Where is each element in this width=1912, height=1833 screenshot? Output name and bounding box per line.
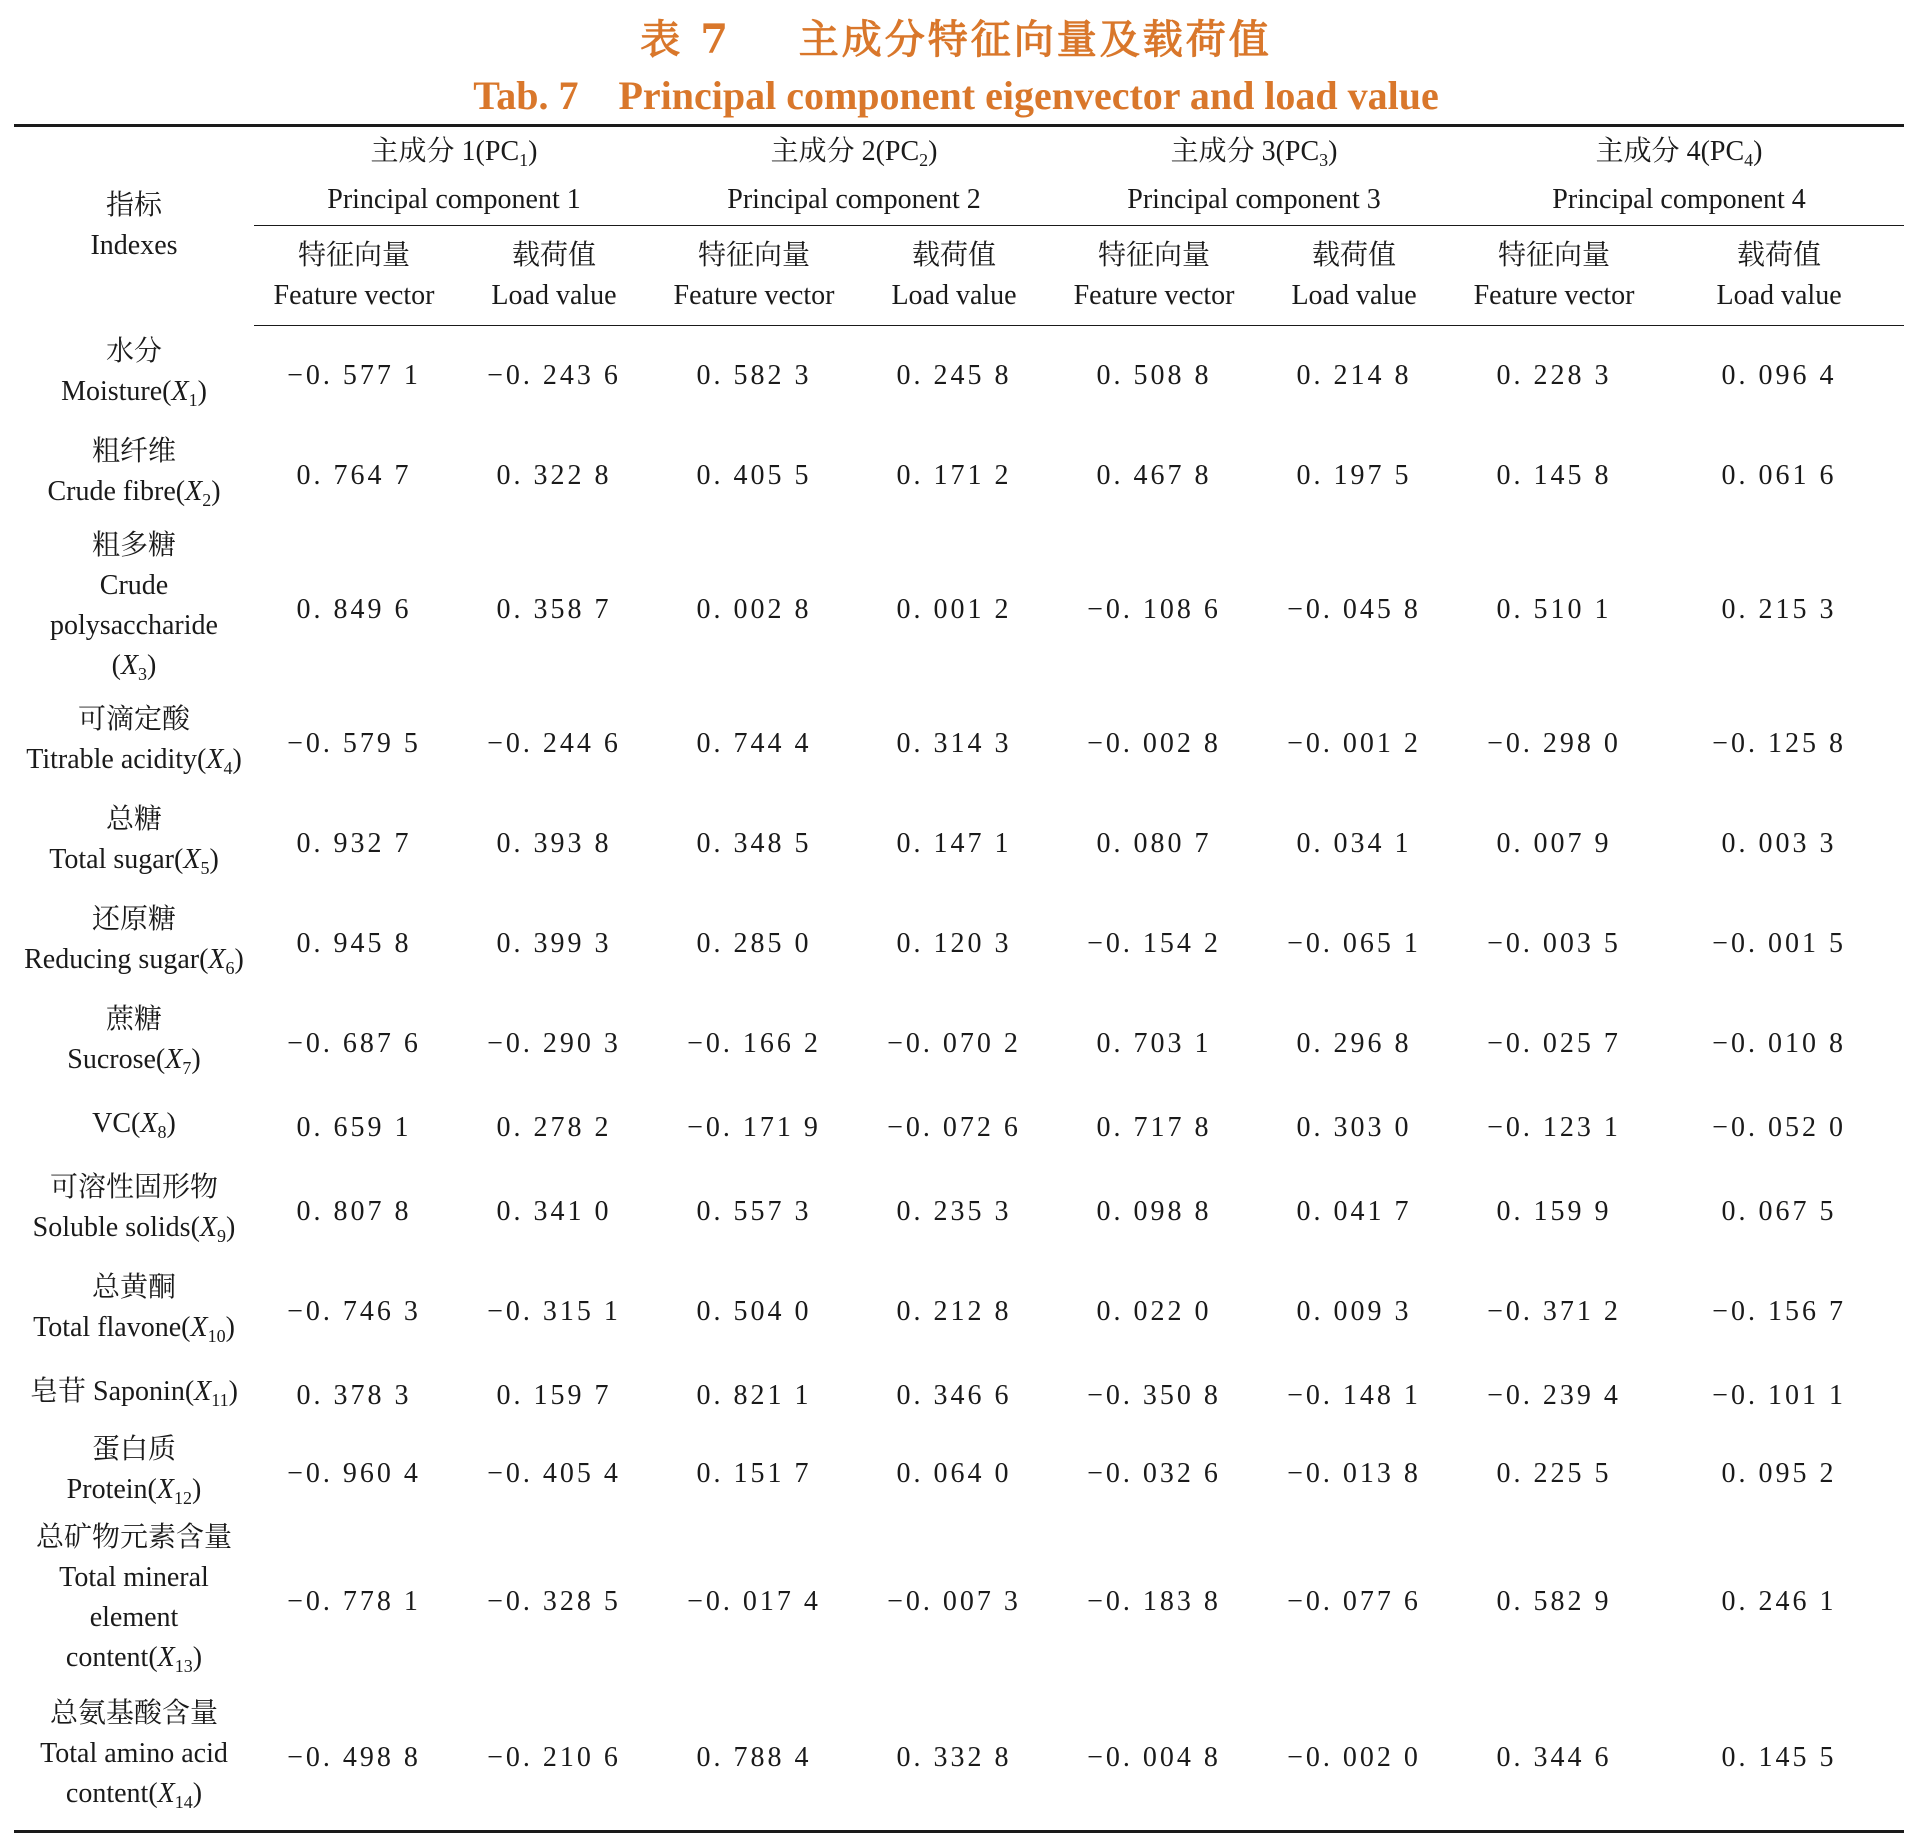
feature-vector-cell: 0. 659 1 [296, 1111, 412, 1143]
feature-vector-cell: 0. 151 7 [696, 1457, 812, 1489]
index-label-en: 皂苷 $Saponin(X_{11})$ [30, 1375, 238, 1410]
index-label-en: Crude $fibre(X_2)$ [47, 475, 221, 510]
feature-vector-cell: 0. 145 8 [1496, 459, 1612, 491]
feature-vector-cell: 0. 764 7 [296, 459, 412, 491]
feature-vector-cell: 0. 821 1 [696, 1379, 812, 1411]
index-label-cn: 还原糖 [91, 903, 176, 935]
feature-vector-cell: −0. 298 0 [1487, 727, 1621, 759]
table-row [14, 794, 1904, 894]
feature-vector-cell: 0. 002 8 [696, 593, 812, 625]
load-value-cell: −0. 077 6 [1287, 1585, 1421, 1617]
load-value-cell: 0. 096 4 [1721, 359, 1837, 391]
component-header-cn: 主成分 $3(PC_3)$ [1170, 136, 1338, 170]
table-row [14, 894, 1904, 994]
load-value-cell: 0. 296 8 [1296, 1027, 1412, 1059]
index-label-cn: 总矿物元素含量 [35, 1521, 232, 1553]
indexes-header-cn: 指标 [105, 190, 162, 222]
load-value-cell: 0. 145 5 [1721, 1741, 1837, 1773]
index-label [14, 1162, 254, 1262]
indexes-header [14, 126, 254, 326]
feature-vector-cell: −0. 154 2 [1087, 927, 1221, 959]
index-label-en: $content(X_{13})$ [65, 1641, 203, 1676]
feature-vector-header: 特征向量 Feature vector [1454, 226, 1654, 326]
index-label [14, 1362, 254, 1430]
feature-vector-cell: −0. 003 5 [1487, 927, 1621, 959]
index-label-en: Crude polysaccharide [50, 569, 218, 641]
index-label-cn: 总氨基酸含量 [49, 1697, 218, 1729]
load-value-cell: 0. 246 1 [1721, 1585, 1837, 1617]
feature-vector-cell: 0. 225 5 [1496, 1457, 1612, 1489]
feature-vector-header: 特征向量 Feature vector [654, 226, 854, 326]
indexes-header-en: Indexes [90, 230, 178, 262]
feature-vector-cell: −0. 579 5 [287, 727, 421, 759]
table-row [14, 694, 1904, 794]
feature-vector-cell: 0. 945 8 [296, 927, 412, 959]
index-label [14, 1518, 254, 1686]
load-value-cell: 0. 346 6 [896, 1379, 1012, 1411]
index-label [14, 1094, 254, 1162]
feature-vector-cell: 0. 582 3 [696, 359, 812, 391]
index-label-en: Total $flavone(X_{10})$ [33, 1311, 235, 1346]
load-value-cell: 0. 171 2 [896, 459, 1012, 491]
index-label [14, 694, 254, 794]
index-label-en: Reducing $sugar(X_6)$ [24, 943, 244, 978]
component-header-cn: 主成分 $2(PC_2)$ [770, 136, 938, 170]
pca-table [14, 124, 1904, 1833]
index-label [14, 1262, 254, 1362]
load-value-cell: −0. 045 8 [1287, 593, 1421, 625]
feature-vector-cell: −0. 166 2 [687, 1027, 821, 1059]
load-value-cell: −0. 101 1 [1712, 1379, 1846, 1411]
feature-vector-cell: 0. 849 6 [296, 593, 412, 625]
load-value-cell: 0. 197 5 [1296, 459, 1412, 491]
feature-vector-cell: −0. 498 8 [287, 1741, 421, 1773]
table-row [14, 426, 1904, 526]
index-label-en: Titrable $acidity(X_4)$ [26, 743, 242, 778]
load-value-cell: 0. 001 2 [896, 593, 1012, 625]
load-value-cell: −0. 315 1 [487, 1295, 621, 1327]
feature-vector-cell: −0. 017 4 [687, 1585, 821, 1617]
index-label-en: Total $sugar(X_5)$ [49, 843, 219, 878]
feature-vector-cell: 0. 159 9 [1496, 1195, 1612, 1227]
load-value-cell: −0. 010 8 [1712, 1027, 1846, 1059]
feature-vector-cell: 0. 022 0 [1096, 1295, 1212, 1327]
feature-vector-cell: 0. 467 8 [1096, 459, 1212, 491]
component-header-cn: 主成分 $4(PC_4)$ [1595, 136, 1763, 170]
table-row [14, 1094, 1904, 1162]
index-label-cn: 蔗糖 [105, 1003, 162, 1035]
feature-vector-cell: −0. 960 4 [287, 1457, 421, 1489]
index-label [14, 426, 254, 526]
feature-vector-cell: −0. 350 8 [1087, 1379, 1221, 1411]
load-value-cell: 0. 212 8 [896, 1295, 1012, 1327]
feature-vector-cell: −0. 746 3 [287, 1295, 421, 1327]
index-label-en: $Sucrose(X_7)$ [67, 1043, 201, 1078]
load-value-cell: 0. 214 8 [1296, 359, 1412, 391]
component-header [1454, 126, 1904, 226]
index-label-en: $Moisture(X_1)$ [61, 375, 207, 410]
load-value-cell: 0. 003 3 [1721, 827, 1837, 859]
feature-vector-cell: −0. 123 1 [1487, 1111, 1621, 1143]
component-header-en: Principal component 4 [1552, 184, 1806, 215]
load-value-header: 载荷值 Load value [1654, 226, 1904, 326]
index-label-cn: 总糖 [105, 803, 162, 835]
feature-vector-cell: 0. 344 6 [1496, 1741, 1612, 1773]
feature-vector-cell: 0. 508 8 [1096, 359, 1212, 391]
load-value-cell: 0. 235 3 [896, 1195, 1012, 1227]
load-value-cell: −0. 001 2 [1287, 727, 1421, 759]
feature-vector-cell: −0. 025 7 [1487, 1027, 1621, 1059]
index-label [14, 794, 254, 894]
index-label-cn: 粗多糖 [91, 529, 176, 561]
feature-vector-cell: 0. 405 5 [696, 459, 812, 491]
feature-vector-cell: 0. 557 3 [696, 1195, 812, 1227]
feature-vector-cell: −0. 687 6 [287, 1027, 421, 1059]
load-value-cell: 0. 061 6 [1721, 459, 1837, 491]
load-value-cell: −0. 148 1 [1287, 1379, 1421, 1411]
table-title-chinese: 表 7 主成分特征向量及载荷值 [640, 16, 1272, 63]
index-label-cn: 粗纤维 [91, 435, 176, 467]
feature-vector-cell: 0. 510 1 [1496, 593, 1612, 625]
component-header-cn: 主成分 $1(PC_1)$ [370, 136, 538, 170]
feature-vector-header: 特征向量 Feature vector [254, 226, 454, 326]
index-label-en: $VC(X_8)$ [92, 1107, 176, 1142]
feature-vector-cell: 0. 703 1 [1096, 1027, 1212, 1059]
load-value-cell: 0. 332 8 [896, 1741, 1012, 1773]
load-value-cell: −0. 013 8 [1287, 1457, 1421, 1489]
component-header [254, 126, 654, 226]
load-value-cell: 0. 245 8 [896, 359, 1012, 391]
feature-vector-cell: 0. 744 4 [696, 727, 812, 759]
load-value-cell: −0. 328 5 [487, 1585, 621, 1617]
feature-vector-cell: −0. 108 6 [1087, 593, 1221, 625]
load-value-cell: 0. 159 7 [496, 1379, 612, 1411]
feature-vector-cell: 0. 080 7 [1096, 827, 1212, 859]
component-header [1054, 126, 1454, 226]
load-value-cell: −0. 405 4 [487, 1457, 621, 1489]
feature-vector-cell: 0. 228 3 [1496, 359, 1612, 391]
load-value-cell: 0. 341 0 [496, 1195, 612, 1227]
load-value-cell: 0. 009 3 [1296, 1295, 1412, 1327]
load-value-cell: 0. 120 3 [896, 927, 1012, 959]
table-title-english: Tab. 7 Principal component eigenvector and load value [473, 73, 1439, 118]
index-label-cn: 总黄酮 [91, 1271, 176, 1303]
feature-vector-cell: −0. 371 2 [1487, 1295, 1621, 1327]
feature-vector-cell: 0. 932 7 [296, 827, 412, 859]
table-row [14, 1362, 1904, 1430]
table-row [14, 1162, 1904, 1262]
load-value-header: 载荷值 Load value [454, 226, 654, 326]
component-header-en: Principal component 2 [727, 184, 981, 215]
load-value-header: 载荷值 Load value [854, 226, 1054, 326]
feature-vector-cell: 0. 098 8 [1096, 1195, 1212, 1227]
index-label-en: Total mineral element [59, 1561, 209, 1633]
feature-vector-cell: 0. 582 9 [1496, 1585, 1612, 1617]
load-value-cell: −0. 156 7 [1712, 1295, 1846, 1327]
feature-vector-cell: −0. 002 8 [1087, 727, 1221, 759]
index-label-en: $content(X_{14})$ [65, 1777, 203, 1812]
load-value-cell: −0. 001 5 [1712, 927, 1846, 959]
load-value-header: 载荷值 Load value [1254, 226, 1454, 326]
table-row [14, 994, 1904, 1094]
index-label [14, 326, 254, 426]
index-label-en: Total amino acid [40, 1737, 228, 1769]
load-value-cell: 0. 399 3 [496, 927, 612, 959]
load-value-cell: 0. 095 2 [1721, 1457, 1837, 1489]
feature-vector-cell: 0. 007 9 [1496, 827, 1612, 859]
component-header-en: Principal component 1 [327, 184, 581, 215]
feature-vector-cell: −0. 778 1 [287, 1585, 421, 1617]
index-label-en: Soluble $solids(X_9)$ [32, 1211, 236, 1246]
load-value-cell: 0. 358 7 [496, 593, 612, 625]
index-label-en: $Protein(X_{12})$ [66, 1473, 202, 1508]
feature-vector-cell: −0. 171 9 [687, 1111, 821, 1143]
feature-vector-cell: 0. 504 0 [696, 1295, 812, 1327]
feature-vector-cell: 0. 348 5 [696, 827, 812, 859]
table-row [14, 1686, 1904, 1832]
load-value-cell: −0. 065 1 [1287, 927, 1421, 959]
table-row [14, 526, 1904, 694]
load-value-cell: −0. 002 0 [1287, 1741, 1421, 1773]
feature-vector-cell: −0. 004 8 [1087, 1741, 1221, 1773]
load-value-cell: 0. 303 0 [1296, 1111, 1412, 1143]
load-value-cell: 0. 314 3 [896, 727, 1012, 759]
index-label-cn: 可溶性固形物 [49, 1171, 218, 1203]
table-row [14, 1518, 1904, 1686]
feature-vector-cell: −0. 239 4 [1487, 1379, 1621, 1411]
feature-vector-cell: −0. 032 6 [1087, 1457, 1221, 1489]
load-value-cell: 0. 147 1 [896, 827, 1012, 859]
index-label-cn: 水分 [105, 335, 162, 367]
load-value-cell: 0. 041 7 [1296, 1195, 1412, 1227]
table-row [14, 1262, 1904, 1362]
load-value-cell: 0. 215 3 [1721, 593, 1837, 625]
load-value-cell: 0. 278 2 [496, 1111, 612, 1143]
feature-vector-cell: 0. 378 3 [296, 1379, 412, 1411]
load-value-cell: 0. 393 8 [496, 827, 612, 859]
index-label [14, 894, 254, 994]
index-label [14, 994, 254, 1094]
load-value-cell: 0. 064 0 [896, 1457, 1012, 1489]
index-label [14, 1430, 254, 1518]
index-label-cn: 蛋白质 [91, 1433, 176, 1465]
load-value-cell: −0. 072 6 [887, 1111, 1021, 1143]
feature-vector-cell: 0. 807 8 [296, 1195, 412, 1227]
table-body [14, 326, 1904, 1832]
load-value-cell: −0. 007 3 [887, 1585, 1021, 1617]
index-label-en: $(X_3)$ [111, 649, 157, 684]
load-value-cell: −0. 070 2 [887, 1027, 1021, 1059]
feature-vector-cell: 0. 717 8 [1096, 1111, 1212, 1143]
feature-vector-header: 特征向量 Feature vector [1054, 226, 1254, 326]
feature-vector-cell: 0. 285 0 [696, 927, 812, 959]
component-header-en: Principal component 3 [1127, 184, 1381, 215]
load-value-cell: 0. 322 8 [496, 459, 612, 491]
load-value-cell: −0. 210 6 [487, 1741, 621, 1773]
table-row [14, 1430, 1904, 1518]
feature-vector-cell: −0. 577 1 [287, 359, 421, 391]
feature-vector-cell: 0. 788 4 [696, 1741, 812, 1773]
load-value-cell: −0. 052 0 [1712, 1111, 1846, 1143]
load-value-cell: −0. 290 3 [487, 1027, 621, 1059]
load-value-cell: −0. 125 8 [1712, 727, 1846, 759]
table-row [14, 326, 1904, 426]
component-header [654, 126, 1054, 226]
index-label [14, 526, 254, 694]
feature-vector-cell: −0. 183 8 [1087, 1585, 1221, 1617]
load-value-cell: −0. 244 6 [487, 727, 621, 759]
index-label-cn: 可滴定酸 [77, 703, 190, 735]
load-value-cell: −0. 243 6 [487, 359, 621, 391]
index-label [14, 1686, 254, 1832]
load-value-cell: 0. 067 5 [1721, 1195, 1837, 1227]
load-value-cell: 0. 034 1 [1296, 827, 1412, 859]
